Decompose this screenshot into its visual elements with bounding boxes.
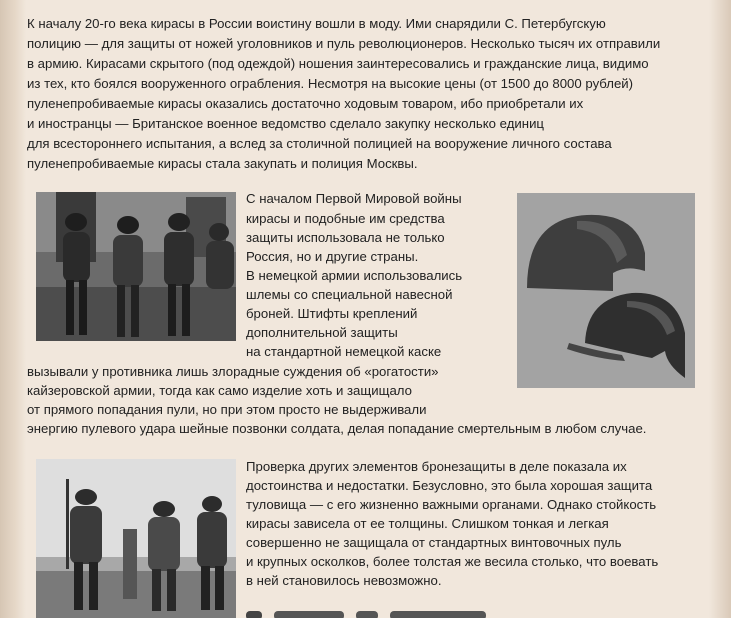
paragraph1-line-6: и иностранцы — Британское военное ведомство сделало закупку несколько единиц (27, 116, 544, 131)
paragraph3-side-line-3: туловища — с его жизненно важными органами. Однако стойкость (246, 497, 657, 512)
paragraph1-line-8: пуленепробиваемые кирасы стала закупать и полиция Москвы. (27, 156, 418, 171)
paragraph3-side-line-2: достоинства и недостатки. Безусловно, это была хорошая защита (246, 478, 653, 493)
paragraph2-side-line-9: на стандартной немецкой каске (246, 344, 442, 359)
paragraph3-side-line-4: кирасы зависела от ее толщины. Слишком тонкая и легкая (246, 516, 609, 531)
paragraph2-side-line-3: защиты использовала не только (246, 230, 445, 245)
paragraph2-side-line-1: С началом Первой Мировой войны (246, 191, 462, 206)
paragraph2-full-line-3: от прямого попадания пули, но при этом просто не выдерживали (27, 402, 427, 417)
paragraph2-side-line-7: броней. Штифты креплений (246, 306, 418, 321)
paragraph1-line-1: К началу 20-го века кирасы в России воистину вошли в моду. Ими снарядили С. Петербугскую (27, 16, 606, 31)
cut-off-text-line (246, 609, 496, 618)
paragraph1-line-5: пуленепробиваемые кирасы оказались достаточно ходовым товаром, ибо приобретали их (27, 96, 584, 111)
paragraph2-full-line-4: энергию пулевого удара шейные позвонки солдата, делая попадание смертельным в любом случае. (27, 421, 647, 436)
page-edge-shadow-right (709, 0, 731, 618)
paragraph2-full-line-1: вызывали у противника лишь злорадные суждения об «рогатости» (27, 364, 439, 379)
paragraph2-side-line-2: кирасы и подобные им средства (246, 211, 445, 226)
paragraph1-line-7: для всестороннего испытания, а вслед за столичной полицией на вооружение личного состава (27, 136, 612, 151)
paragraph3-side-line-1: Проверка других элементов бронезащиты в деле показала их (246, 459, 627, 474)
paragraph2-side-line-6: шлемы со специальной навесной (246, 287, 453, 302)
paragraph1-line-4: из тех, кто боялся вооруженного ограбления. Несмотря на высокие цены (от 1500 до 8000 рублей) (27, 76, 634, 91)
paragraph2-full-line-2: кайзеровской армии, тогда как само изделие хоть и защищало (27, 383, 412, 398)
photo-soldiers-testing-armor (36, 459, 236, 618)
photo-german-helmets (517, 193, 695, 388)
paragraph3-side-line-5: совершенно не защищала от стандартных винтовочных пуль (246, 535, 622, 550)
paragraph2-side-line-5: В немецкой армии использовались (246, 268, 463, 283)
paragraph2-side-line-4: Россия, но и другие страны. (246, 249, 419, 264)
page-edge-shadow-left (0, 0, 26, 618)
paragraph1-line-3: в армию. Кирасами скрытого (под одеждой) ношения заинтересовались и гражданские лица, видимо (27, 56, 649, 71)
paragraph3-side-line-7: в ней становилось невозможно. (246, 573, 442, 588)
paragraph2-side-line-8: дополнительной защиты (246, 325, 398, 340)
photo-soldiers-cuirasses (36, 192, 236, 341)
paragraph1-line-2: полицию — для защиты от ножей уголовников и пуль революционеров. Несколько тысяч их отправили (27, 36, 661, 51)
paragraph3-side-line-6: и крупных осколков, более толстая же весила столько, что воевать (246, 554, 659, 569)
